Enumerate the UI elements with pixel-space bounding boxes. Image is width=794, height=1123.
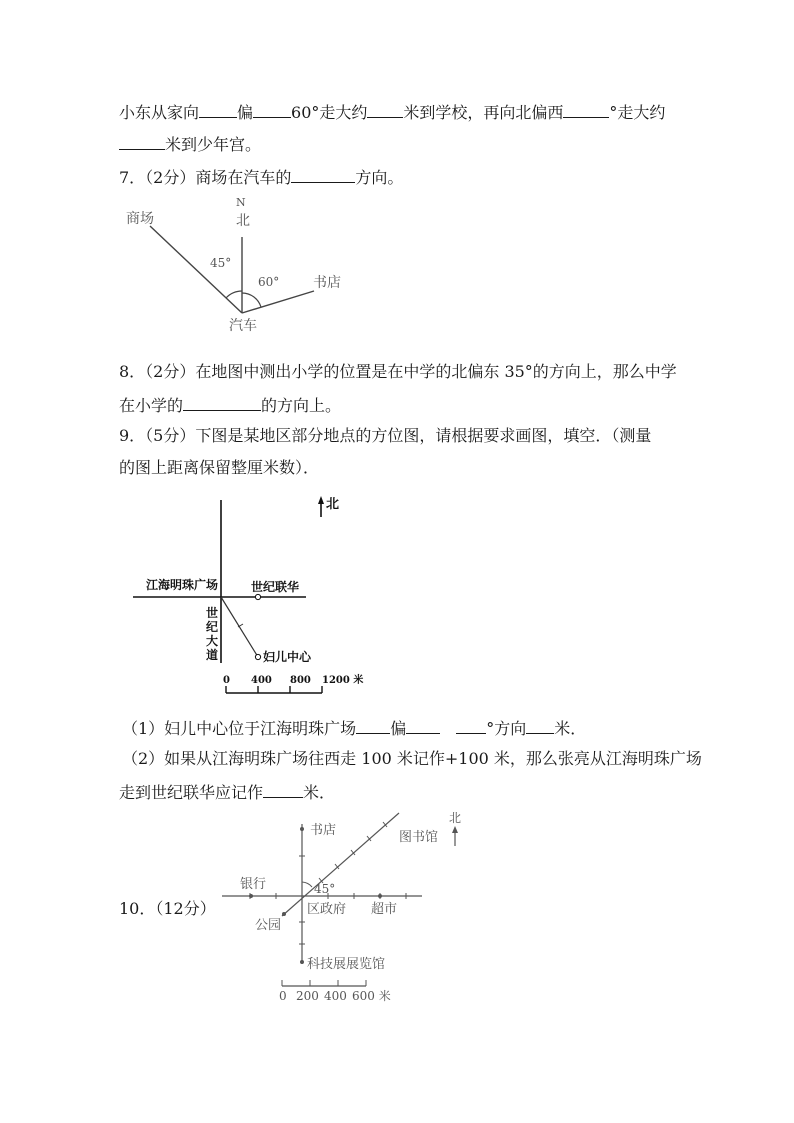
svg-text:600 米: 600 米 [352,989,391,1003]
supermarket-point [378,894,382,898]
svg-text:1200 米: 1200 米 [322,675,364,686]
answer-blank[interactable] [263,781,303,798]
svg-text:0: 0 [223,675,230,686]
bookstore-ray [242,291,314,313]
q8-line1: 8．（2分）在地图中测出小学的位置是在中学的北偏东 35°的方向上，那么中学 [119,362,677,381]
q7-direction-diagram [126,196,341,334]
svg-text:400: 400 [251,675,272,686]
car-label: 汽车 [229,318,257,334]
answer-blank[interactable] [526,717,554,734]
park-point [282,912,286,916]
north-label: 北 [236,213,250,229]
gov-label: 区政府 [307,902,347,917]
angle-arc-60 [242,293,261,307]
svg-text:世: 世 [206,606,219,620]
mall-label: 商场 [126,211,154,227]
supermarket-label: 超市 [371,902,398,917]
answer-blank[interactable] [183,394,261,411]
q6-line2: 米到少年宫。 [119,133,261,155]
angle-45-label: 45° [210,256,232,270]
angle-label: 45° [314,882,336,896]
century-label: 世纪联华 [251,580,300,594]
q7-question: 7．（2分）商场在汽车的 方向。 [119,168,404,187]
q9-sub2-line1: （2）如果从江海明珠广场往西走 100 米记作+100 米，那么张亮从江海明珠广场 [122,749,702,768]
answer-blank[interactable] [356,717,390,734]
svg-text:大: 大 [206,634,219,648]
q9-line1: 9．（5分）下图是某地区部分地点的方位图，请根据要求画图，填空．（测量 [119,426,652,445]
svg-text:0: 0 [279,989,287,1003]
svg-text:200: 200 [296,989,319,1003]
bookstore-label: 书店 [313,275,341,291]
ne-ray [282,813,399,916]
q8-line2: 在小学的 的方向上。 [119,396,342,415]
plaza-label: 江海明珠广场 [146,578,219,592]
q6-line1: 小东从家向 偏 60°走大约 米到学校，再向北偏西 °走大约 [119,103,666,122]
bank-label: 银行 [240,877,267,892]
angle-arc-45 [226,291,242,298]
svg-text:800: 800 [290,675,311,686]
svg-text:纪: 纪 [206,620,219,634]
q9-scale-bar [223,673,363,693]
north-label: 北 [449,811,462,825]
q9-sub2-line2: 走到世纪联华应记作 米． [119,783,336,802]
svg-text:道: 道 [206,648,219,662]
svg-text:400: 400 [324,989,347,1003]
answer-blank[interactable] [456,717,486,734]
q9-line2: 的图上距离保留整厘米数）． [119,458,320,477]
century-point [255,594,260,599]
north-label: 北 [326,497,340,512]
bank-point [249,894,253,898]
q10-map-diagram [222,811,461,1003]
answer-blank[interactable] [406,717,440,734]
museum-label: 科技展展览馆 [307,957,386,972]
q9-map-diagram [133,496,363,693]
q9-sub1: （1）妇儿中心位于江海明珠广场 偏 °方向 米． [122,719,587,738]
bookstore-point [300,827,304,831]
museum-point [300,960,304,964]
kids-center-label: 妇儿中心 [263,650,312,664]
park-label: 公园 [255,918,282,933]
q10-scale-bar [279,980,391,1003]
kids-center-ray [221,597,258,657]
bookstore-label: 书店 [310,823,337,838]
library-label: 图书馆 [399,830,439,845]
angle-60-label: 60° [258,275,280,289]
q10-label: 10．（12分） [119,899,216,918]
n-label: N [236,196,246,209]
kids-center-point [255,654,260,659]
angle-arc [302,882,312,887]
